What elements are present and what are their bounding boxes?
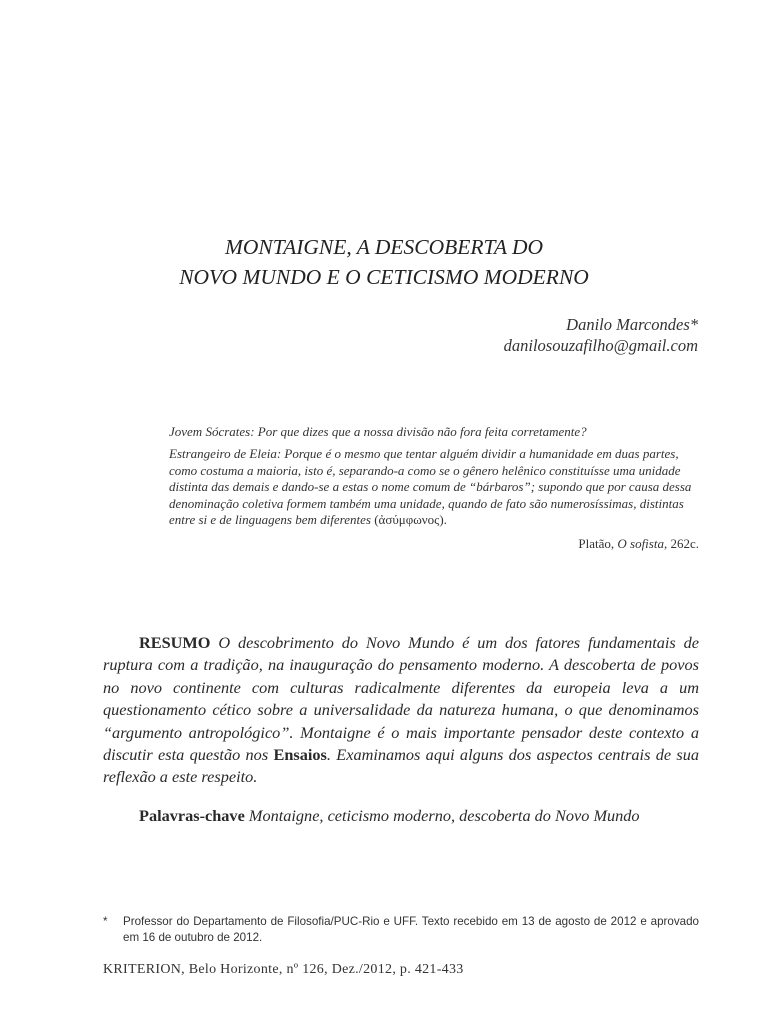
abstract-text-part-2: . Examinamos aqui alguns dos aspectos centrais de sua reflexão a este respeito. bbox=[103, 745, 700, 787]
abstract-paragraph bbox=[103, 632, 699, 789]
title-line-1: MONTAIGNE, A DESCOBERTA DO bbox=[224, 235, 544, 259]
epigraph-citation bbox=[169, 536, 699, 552]
article-title bbox=[0, 232, 768, 292]
citation-work: O sofista bbox=[617, 536, 664, 552]
keywords-text: Montaigne, ceticismo moderno, descoberta do Novo Mundo bbox=[248, 805, 640, 825]
footnote bbox=[103, 914, 699, 946]
citation-author: Platão, bbox=[578, 536, 615, 552]
epigraph-line-2 bbox=[169, 446, 699, 528]
epigraph bbox=[169, 424, 699, 559]
author-name: Danilo Marcondes* bbox=[566, 315, 698, 334]
keywords-label: Palavras-chave bbox=[139, 805, 245, 825]
footnote-text: Professor do Departamento de Filosofia/PUC-Rio e UFF. Texto recebido em 13 de agosto de 2012 e aprovado em 16 de outubro de 2012. bbox=[123, 915, 699, 944]
title-line-2: NOVO MUNDO E O CETICISMO MODERNO bbox=[179, 265, 589, 289]
author-email: danilosouzafilho@gmail.com bbox=[503, 336, 698, 355]
epigraph-greek-word: (ἀσύμφωνος). bbox=[374, 512, 447, 528]
keywords-paragraph bbox=[103, 805, 699, 827]
epigraph-line-1: Jovem Sócrates: Por que dizes que a nossa divisão não fora feita corretamente? bbox=[169, 424, 587, 439]
abstract-work-title: Ensaios bbox=[273, 745, 327, 765]
journal-footer: KRITERION, Belo Horizonte, nº 126, Dez./2012, p. 421-433 bbox=[103, 962, 464, 977]
abstract-text-part-1: O descobrimento do Novo Mundo é um dos fatores fundamentais de ruptura com a tradição, na inauguração do pensamento moderno. A descoberta de povos no novo continente com culturas radicalmente diferentes da europeia leva a um questionamento cético sobre a universalidade da natureza humana, o que denominamos “argumento antropológico”. Montaigne é o mais importante pensador deste contexto a discutir esta questão nos bbox=[103, 633, 700, 765]
author-block bbox=[504, 314, 698, 356]
abstract-section bbox=[103, 632, 699, 827]
footnote-mark: * bbox=[103, 915, 108, 928]
abstract-label: RESUMO bbox=[139, 633, 211, 652]
epigraph-line-2-text: Estrangeiro de Eleia: Porque é o mesmo que tentar alguém dividir a humanidade em duas partes, como costuma a maioria, isto é, separando-a como se o gênero helênico constituísse uma unidade distinta das demais e dando-se a estas o nome comum de “bárbaros”; supondo que por causa dessa denominação coletiva formem também uma unidade, quando de fato são numerosíssimas, distintas entre si e de linguagens bem diferentes bbox=[169, 446, 692, 528]
citation-ref: , 262c. bbox=[663, 536, 699, 552]
